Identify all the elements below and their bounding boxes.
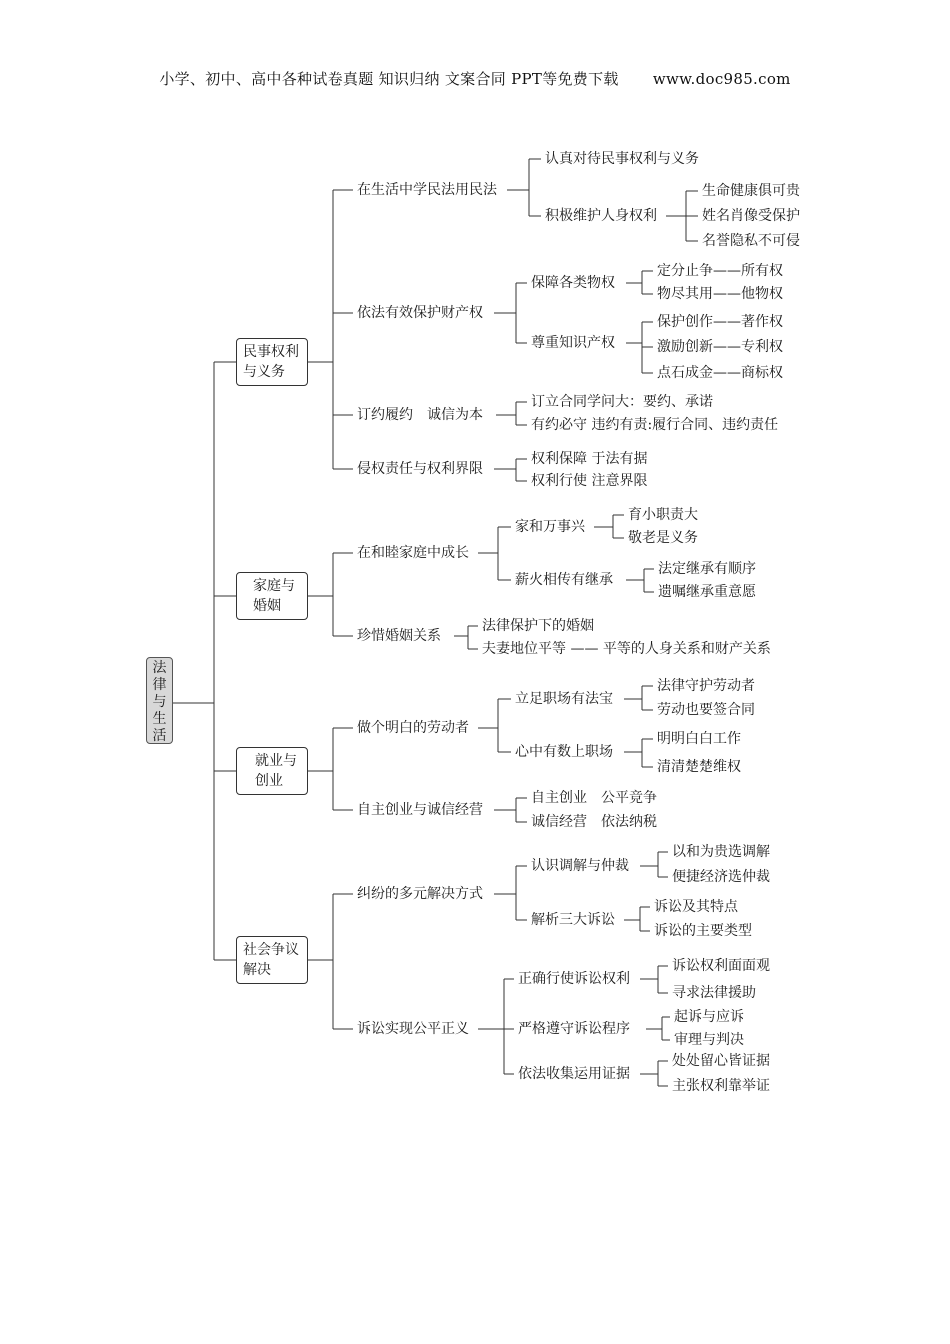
sub-label: 心中有数上职场 [515,744,613,760]
root-node [146,657,173,744]
topic-label: 纠纷的多元解决方式 [357,886,483,902]
leaf-item: 诉讼的主要类型 [654,923,752,939]
leaf-item: 敬老是义务 [628,530,698,546]
leaf-item: 名誉隐私不可侵 [702,233,800,249]
leaf-item: 以和为贵选调解 [672,844,770,860]
unit-title-line2: 解决 [243,962,271,978]
unit-box [236,747,308,795]
unit-title-line1: 民事权利 [243,344,299,360]
leaf-item: 劳动也要签合同 [657,702,755,718]
leaf-item: 激励创新——专利权 [657,339,783,355]
leaf-item: 诉讼及其特点 [654,899,738,915]
topic-label: 订约履约 诚信为本 [357,407,483,423]
unit-title-line1: 社会争议 [243,942,299,958]
unit-title-line1: 就业与 [255,753,297,769]
topic-label: 依法有效保护财产权 [357,305,483,321]
leaf-item: 夫妻地位平等 —— 平等的人身关系和财产关系 [482,641,771,657]
leaf-item: 起诉与应诉 [674,1009,744,1025]
topic-label: 诉讼实现公平正义 [357,1021,469,1037]
leaf-item: 有约必守 违约有责:履行合同、违约责任 [531,417,779,433]
root-char: 生 [152,711,167,727]
topic-label: 珍惜婚姻关系 [357,628,441,644]
header-site-url: www.doc985.com [652,70,791,88]
leaf-item: 寻求法律援助 [672,985,756,1001]
topic-label: 在和睦家庭中成长 [357,545,469,561]
sub-label: 解析三大诉讼 [531,912,615,928]
unit-title-line2: 婚姻 [253,598,281,614]
leaf-item: 定分止争——所有权 [657,263,783,279]
sub-label: 立足职场有法宝 [515,691,613,707]
leaf-item: 订立合同学问大：要约、承诺 [531,394,713,410]
sub-label: 认识调解与仲裁 [531,858,629,874]
leaf-item: 法律保护下的婚姻 [482,618,594,634]
sub-label: 尊重知识产权 [531,335,615,351]
leaf-item: 法定继承有顺序 [658,561,756,577]
unit-title-line2: 创业 [255,773,283,789]
leaf-item: 审理与判决 [674,1032,744,1048]
unit-title-line1: 家庭与 [253,578,295,594]
sub-label: 正确行使诉讼权利 [518,971,630,987]
leaf-item: 遗嘱继承重意愿 [658,584,756,600]
sub-label: 依法收集运用证据 [518,1066,630,1082]
leaf-item: 主张权利靠举证 [672,1078,770,1094]
sub-label: 积极维护人身权利 [545,208,657,224]
leaf-item: 育小职责大 [628,507,698,523]
root-char: 活 [152,728,167,744]
sub-label: 薪火相传有继承 [515,572,613,588]
sub-label: 严格遵守诉讼程序 [518,1021,630,1037]
header-promo-text: 小学、初中、高中各种试卷真题 知识归纳 文案合同 PPT等免费下载 [159,70,619,88]
leaf-item: 点石成金——商标权 [657,365,783,381]
leaf-item: 清清楚楚维权 [657,759,741,775]
leaf-item: 生命健康俱可贵 [702,183,800,199]
sub-label: 认真对待民事权利与义务 [545,151,699,167]
root-char: 法 [152,660,167,676]
leaf-item: 权利保障 于法有据 [531,451,648,467]
topic-label: 自主创业与诚信经营 [357,802,483,818]
sub-label: 家和万事兴 [515,519,585,535]
leaf-item: 法律守护劳动者 [657,678,755,694]
unit-box [236,338,308,386]
unit-box [236,572,308,620]
leaf-item: 姓名肖像受保护 [702,208,800,224]
leaf-item: 诉讼权利面面观 [672,958,770,974]
unit-title-line2: 与义务 [243,364,285,380]
root-char: 律 [152,677,167,693]
topic-label: 做个明白的劳动者 [357,720,469,736]
leaf-item: 物尽其用——他物权 [657,286,783,302]
sub-label: 保障各类物权 [531,275,615,291]
root-char: 与 [152,694,167,710]
leaf-item: 便捷经济选仲裁 [672,869,770,885]
leaf-item: 诚信经营 依法纳税 [531,814,657,830]
topic-label: 侵权责任与权利界限 [357,461,483,477]
leaf-item: 保护创作——著作权 [657,314,783,330]
topic-label: 在生活中学民法用民法 [357,182,497,198]
leaf-item: 权利行使 注意界限 [531,473,648,489]
leaf-item: 处处留心皆证据 [672,1053,770,1069]
unit-box [236,936,308,984]
leaf-item: 自主创业 公平竞争 [531,790,657,806]
leaf-item: 明明白白工作 [657,731,741,747]
